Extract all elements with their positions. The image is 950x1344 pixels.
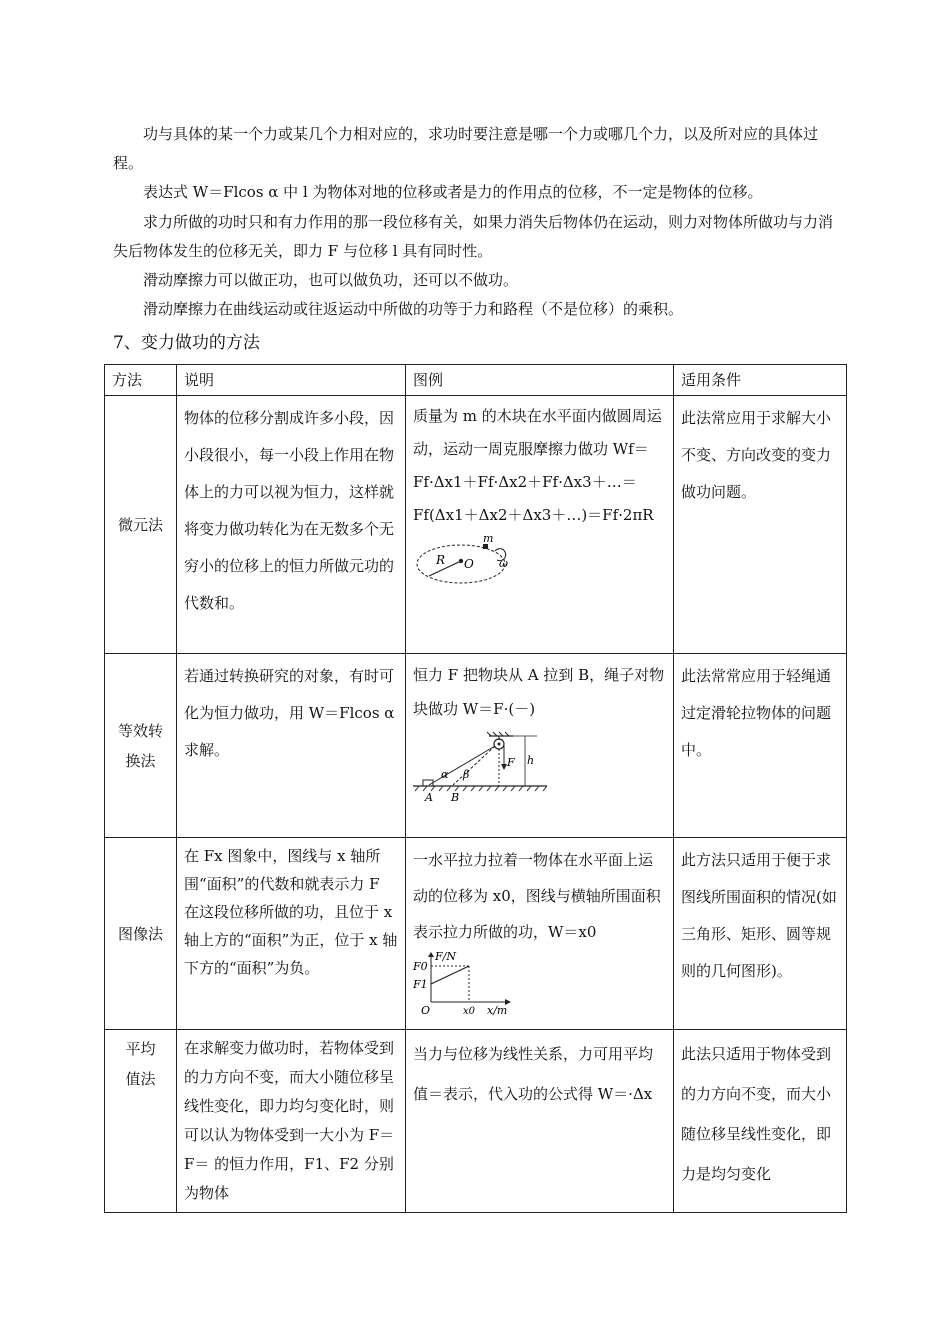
circular-motion-figure <box>413 534 523 586</box>
header-condition: 适用条件 <box>674 365 847 396</box>
method-name: 图像法 <box>105 838 177 1030</box>
figure-label-m: m <box>483 534 494 545</box>
method-description: 若通过转换研究的对象，有时可化为恒力做功，用 W＝Flcos α 求解。 <box>177 654 406 838</box>
paragraph-3: 求力所做的功时只和有力作用的那一段位移有关，如果力消失后物体仍在运动，则力对物体所做功与力消失后物体发生的位移无关，即力 F 与位移 l 具有同时性。 <box>113 213 834 260</box>
method-condition: 此法常常应用于轻绳通过定滑轮拉物体的问题中。 <box>674 654 847 838</box>
graph-label-f0: F0 <box>413 960 428 973</box>
method-description: 在求解变力做功时，若物体受到的力方向不变，而大小随位移呈线性变化，即力均匀变化时，则可以认为物体受到一大小为 F＝F＝ 的恒力作用，F1、F2 分别为物体 <box>177 1030 406 1213</box>
graph-label-x-axis: x/m <box>487 1004 508 1016</box>
figure-label-b: B <box>451 791 460 802</box>
method-condition: 此方法只适用于便于求图线所围面积的情况(如三角形、矩形、圆等规则的几何图形)。 <box>674 838 847 1030</box>
graph-label-origin: O <box>421 1004 431 1016</box>
paragraph-2: 表达式 W＝Flcos α 中 l 为物体对地的位移或者是力的作用点的位移，不一定是物体的位移。 <box>143 183 763 201</box>
method-condition: 此法只适用于物体受到的力方向不变，而大小随位移呈线性变化，即力是均匀变化 <box>674 1030 847 1213</box>
table-row <box>105 654 847 838</box>
method-description: 在 Fx 图象中，图线与 x 轴所围“面积”的代数和就表示力 F 在这段位移所做的功，且位于 x 轴上方的“面积”为正，位于 x 轴下方的“面积”为负。 <box>177 838 406 1030</box>
graph-label-y-axis: F/N <box>435 952 456 963</box>
figure-label-a: A <box>425 791 433 802</box>
header-example: 图例 <box>406 365 674 396</box>
figure-label-o: O <box>464 557 474 571</box>
force-displacement-graph <box>413 952 523 1016</box>
figure-label-omega: ω <box>499 557 508 570</box>
graph-label-x0: x0 <box>463 1006 476 1016</box>
paragraph-4: 滑动摩擦力可以做正功，也可以做负功，还可以不做功。 <box>143 271 519 289</box>
method-example: 质量为 m 的木块在水平面内做圆周运动，运动一周克服摩擦力做功 Wf＝Ff·Δx1＋Ff·Δx2＋Ff·Δx3＋…＝Ff(Δx1＋Δx2＋Δx3＋…)＝Ff·2πR <box>413 407 662 524</box>
method-example: 一水平拉力拉着一物体在水平面上运动的位移为 x0，图线与横轴所围面积表示拉力所做的功，W＝x0 <box>413 851 661 941</box>
header-description: 说明 <box>177 365 406 396</box>
figure-label-r: R <box>436 553 446 567</box>
method-name-text: 等效转换法 <box>117 721 163 770</box>
table-row <box>105 1030 847 1213</box>
figure-label-f: F <box>507 756 515 769</box>
method-example-cell <box>406 838 674 1030</box>
figure-label-h: h <box>527 754 535 767</box>
methods-table <box>104 364 847 1213</box>
method-description: 物体的位移分割成许多小段，因小段很小，每一小段上作用在物体上的力可以视为恒力，这样就将变力做功转化为在无数多个无穷小的位移上的恒力所做元功的代数和。 <box>177 396 406 654</box>
method-name-text: 平均值法 <box>125 1040 156 1088</box>
method-condition: 此法常应用于求解大小不变、方向改变的变力做功问题。 <box>674 396 847 654</box>
paragraph-5: 滑动摩擦力在曲线运动或往返运动中所做的功等于力和路程（不是位移）的乘积。 <box>143 300 684 318</box>
paragraph-1: 功与具体的某一个力或某几个力相对应的，求功时要注意是哪一个力或哪几个力，以及所对应的具体过程。 <box>113 125 819 172</box>
method-name <box>105 1030 177 1213</box>
header-method: 方法 <box>105 365 177 396</box>
method-example: 当力与位移为线性关系，力可用平均值＝表示，代入功的公式得 W＝·Δx <box>406 1030 674 1213</box>
method-example-cell <box>406 396 674 654</box>
table-row <box>105 396 847 654</box>
table-row <box>105 838 847 1030</box>
figure-label-alpha: α <box>441 768 449 781</box>
section-title: 7、变力做功的方法 <box>113 333 260 353</box>
method-name: 微元法 <box>105 396 177 654</box>
pulley-figure <box>413 728 553 802</box>
graph-label-f1: F1 <box>413 978 428 991</box>
method-name <box>105 654 177 838</box>
method-example: 恒力 F 把物块从 A 拉到 B，绳子对物块做功 W＝F·(－) <box>413 666 665 718</box>
method-example-cell <box>406 654 674 838</box>
figure-label-beta: β <box>463 768 470 781</box>
table-header-row <box>105 365 847 396</box>
